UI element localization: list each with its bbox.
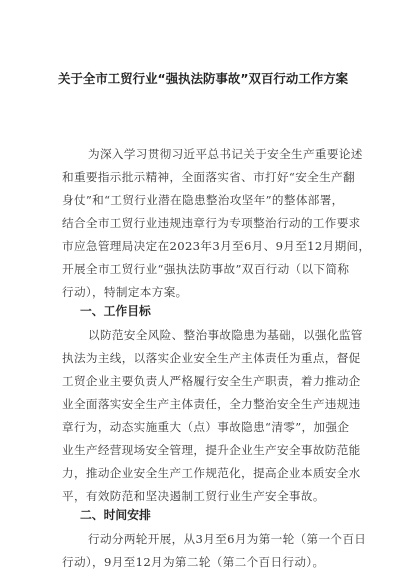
section2-line-2: 行动），9月至12月为第二轮（第二个百日行动）。 bbox=[62, 555, 325, 569]
section1-line-7: 力，推动企业安全生产工作规范化，提高企业本质安全水 bbox=[62, 466, 361, 480]
section-heading-goals: 一、工作目标 bbox=[80, 304, 151, 318]
section-heading-schedule: 二、时间安排 bbox=[80, 508, 151, 522]
intro-line-5: 市应急管理局决定在2023年3月至6月、9月至12月期间， bbox=[62, 239, 371, 253]
intro-line-4: 结合全市工贸行业违规违章行为专项整治行动的工作要求 bbox=[62, 216, 361, 230]
document-title: 关于全市工贸行业“强执法防事故”双百行动工作方案 bbox=[58, 71, 349, 86]
intro-line-7: 行动），特制定本方案。 bbox=[62, 285, 188, 299]
intro-line-1: 为深入学习贯彻习近平总书记关于安全生产重要论述 bbox=[88, 147, 363, 161]
section1-line-4: 业全面落实安全生产主体责任，全力整治安全生产违规违 bbox=[62, 397, 361, 411]
intro-line-3: 身仗”和“工贸行业潜在隐患整治攻坚年”的整体部署， bbox=[62, 193, 344, 207]
section1-line-6: 业生产经营现场安全管理，提升企业生产安全事故防范能 bbox=[62, 443, 361, 457]
intro-line-2: 和重要指示批示精神，全面落实省、市打好“安全生产翻 bbox=[62, 170, 355, 184]
intro-line-6: 开展全市工贸行业“强执法防事故”双百行动（以下简称 bbox=[62, 262, 350, 276]
section2-line-1: 行动分两轮开展，从3月至6月为第一轮（第一个百日 bbox=[88, 532, 367, 546]
section1-line-3: 工贸企业主要负责人严格履行安全生产职责，着力推动企 bbox=[62, 374, 361, 388]
section1-line-8: 平，有效防范和坚决遏制工贸行业生产安全事故。 bbox=[62, 489, 325, 503]
section1-line-2: 执法为主线，以落实企业安全生产主体责任为重点，督促 bbox=[62, 351, 361, 365]
section1-line-5: 章行为，动态实施重大（点）事故隐患“清零”，加强企 bbox=[62, 420, 350, 434]
section1-line-1: 以防范安全风险、整治事故隐患为基础，以强化监管 bbox=[88, 328, 363, 342]
